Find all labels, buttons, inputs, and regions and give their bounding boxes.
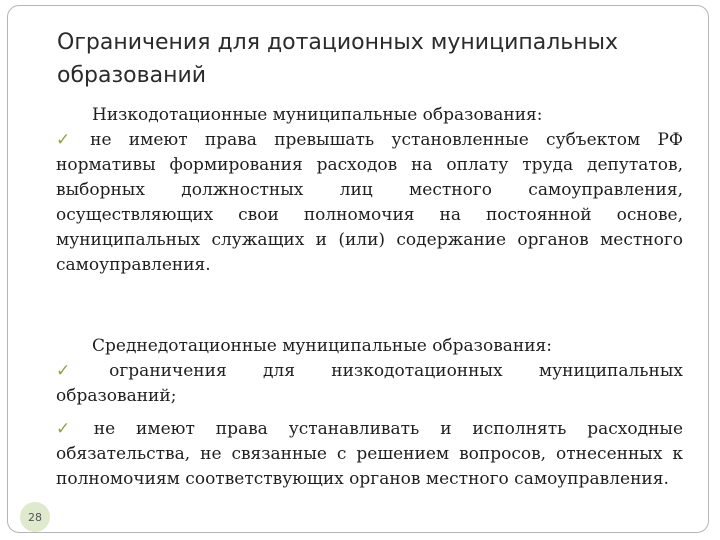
page-number: 28: [20, 502, 50, 532]
checkmark-icon: ✓: [56, 419, 86, 439]
list-item: [56, 128, 683, 278]
low-subsidy-heading: Низкодотационные муниципальные образования:: [92, 105, 543, 125]
list-item: [56, 359, 683, 409]
list-item-text: ограничения для низкодотационных муниципальных образований;: [56, 361, 684, 406]
list-item-text: не имеют права устанавливать и исполнять расходные обязательства, не связанные с решением вопросов, отнесенных к полномочиям соответствующих органов местного самоуправления.: [56, 419, 684, 489]
low-subsidy-block: [56, 103, 683, 278]
list-item-text: не имеют права превышать установленные субъектом РФ нормативы формирования расходов на оплату труда депутатов, выборных должностных лиц местного самоуправления, осуществляющих свои полномочия на постоянной основе, муниципальных служащих и (или) содержание органов местного самоуправления.: [56, 130, 683, 275]
slide: [7, 5, 709, 533]
list-item: [56, 417, 683, 492]
checkmark-icon: ✓: [56, 361, 102, 381]
medium-subsidy-block: [56, 334, 683, 492]
checkmark-icon: ✓: [56, 130, 83, 150]
medium-subsidy-heading: Среднедотационные муниципальные образования:: [92, 336, 553, 356]
slide-title: Ограничения для дотационных муниципальных образований: [57, 30, 619, 88]
